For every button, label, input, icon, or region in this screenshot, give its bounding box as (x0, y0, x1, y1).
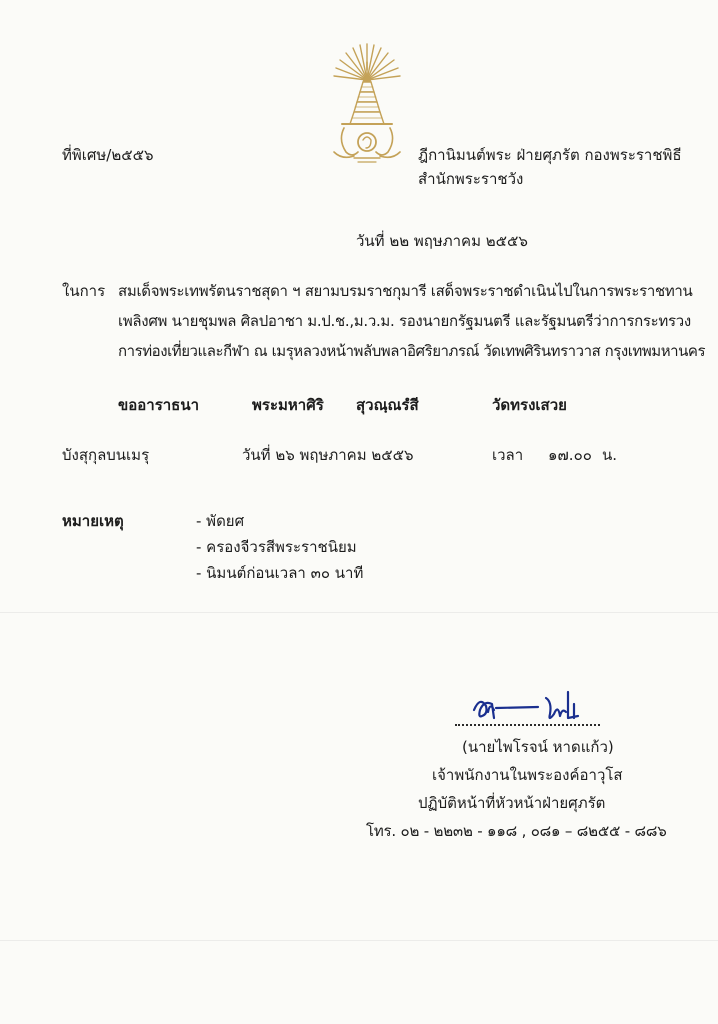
signatory-acting: ปฏิบัติหน้าที่หัวหน้าฝ่ายศุภรัต (418, 794, 606, 812)
signature-icon (470, 688, 590, 728)
remark-item: - ครองจีวรสีพระราชนิยม (196, 538, 357, 556)
signatory-position: เจ้าพนักงานในพระองค์อาวุโส (432, 766, 623, 784)
monk-title: พระมหาศิริ (252, 396, 324, 414)
reference-number: ที่พิเศษ/๒๕๕๖ (62, 146, 154, 164)
office-name-line2: สำนักพระราชวัง (418, 170, 524, 188)
contact-phone: โทร. ๐๒ - ๒๒๓๒ - ๑๑๘ , ๐๘๑ – ๘๒๕๕ - ๘๘๖ (366, 822, 667, 840)
time-unit: น. (602, 446, 618, 464)
document-date: วันที่ ๒๒ พฤษภาคม ๒๕๕๖ (356, 232, 528, 250)
event-date: วันที่ ๒๖ พฤษภาคม ๒๕๕๖ (242, 446, 414, 464)
scan-line (0, 612, 718, 613)
invitation-label: ขออาราธนา (118, 396, 200, 414)
body-line-3: การท่องเที่ยวและกีฬา ณ เมรุหลวงหน้าพลับพลาอิศริยาภรณ์ วัดเทพศิรินทราวาส กรุงเทพมหานคร (118, 342, 706, 360)
body-lead: ในการ (62, 282, 106, 300)
remarks-label: หมายเหตุ (62, 512, 124, 530)
remark-item: - นิมนต์ก่อนเวลา ๓๐ นาที (196, 564, 364, 582)
signatory-name: (นายไพโรจน์ หาดแก้ว) (462, 738, 614, 756)
signature-line (455, 724, 600, 726)
remark-item: - พัดยศ (196, 512, 245, 530)
temple-name: วัดทรงเสวย (492, 396, 567, 414)
body-line-2: เพลิงศพ นายชุมพล ศิลปอาชา ม.ป.ช.,ม.ว.ม. รองนายกรัฐมนตรี และรัฐมนตรีว่าการกระทรวง (118, 312, 691, 330)
time-value: ๑๗.๐๐ (548, 446, 592, 464)
body-line-1: สมเด็จพระเทพรัตนราชสุดา ฯ สยามบรมราชกุมารี เสด็จพระราชดำเนินไปในการพระราชทาน (118, 282, 693, 300)
event-name: บังสุกุลบนเมรุ (62, 446, 150, 464)
royal-emblem-icon (330, 40, 404, 166)
scan-line (0, 940, 718, 941)
monk-name: สุวณฺณรํสี (356, 396, 419, 414)
time-label: เวลา (492, 446, 524, 464)
office-name: ฎีกานิมนต์พระ ฝ่ายศุภรัต กองพระราชพิธี (418, 146, 682, 164)
